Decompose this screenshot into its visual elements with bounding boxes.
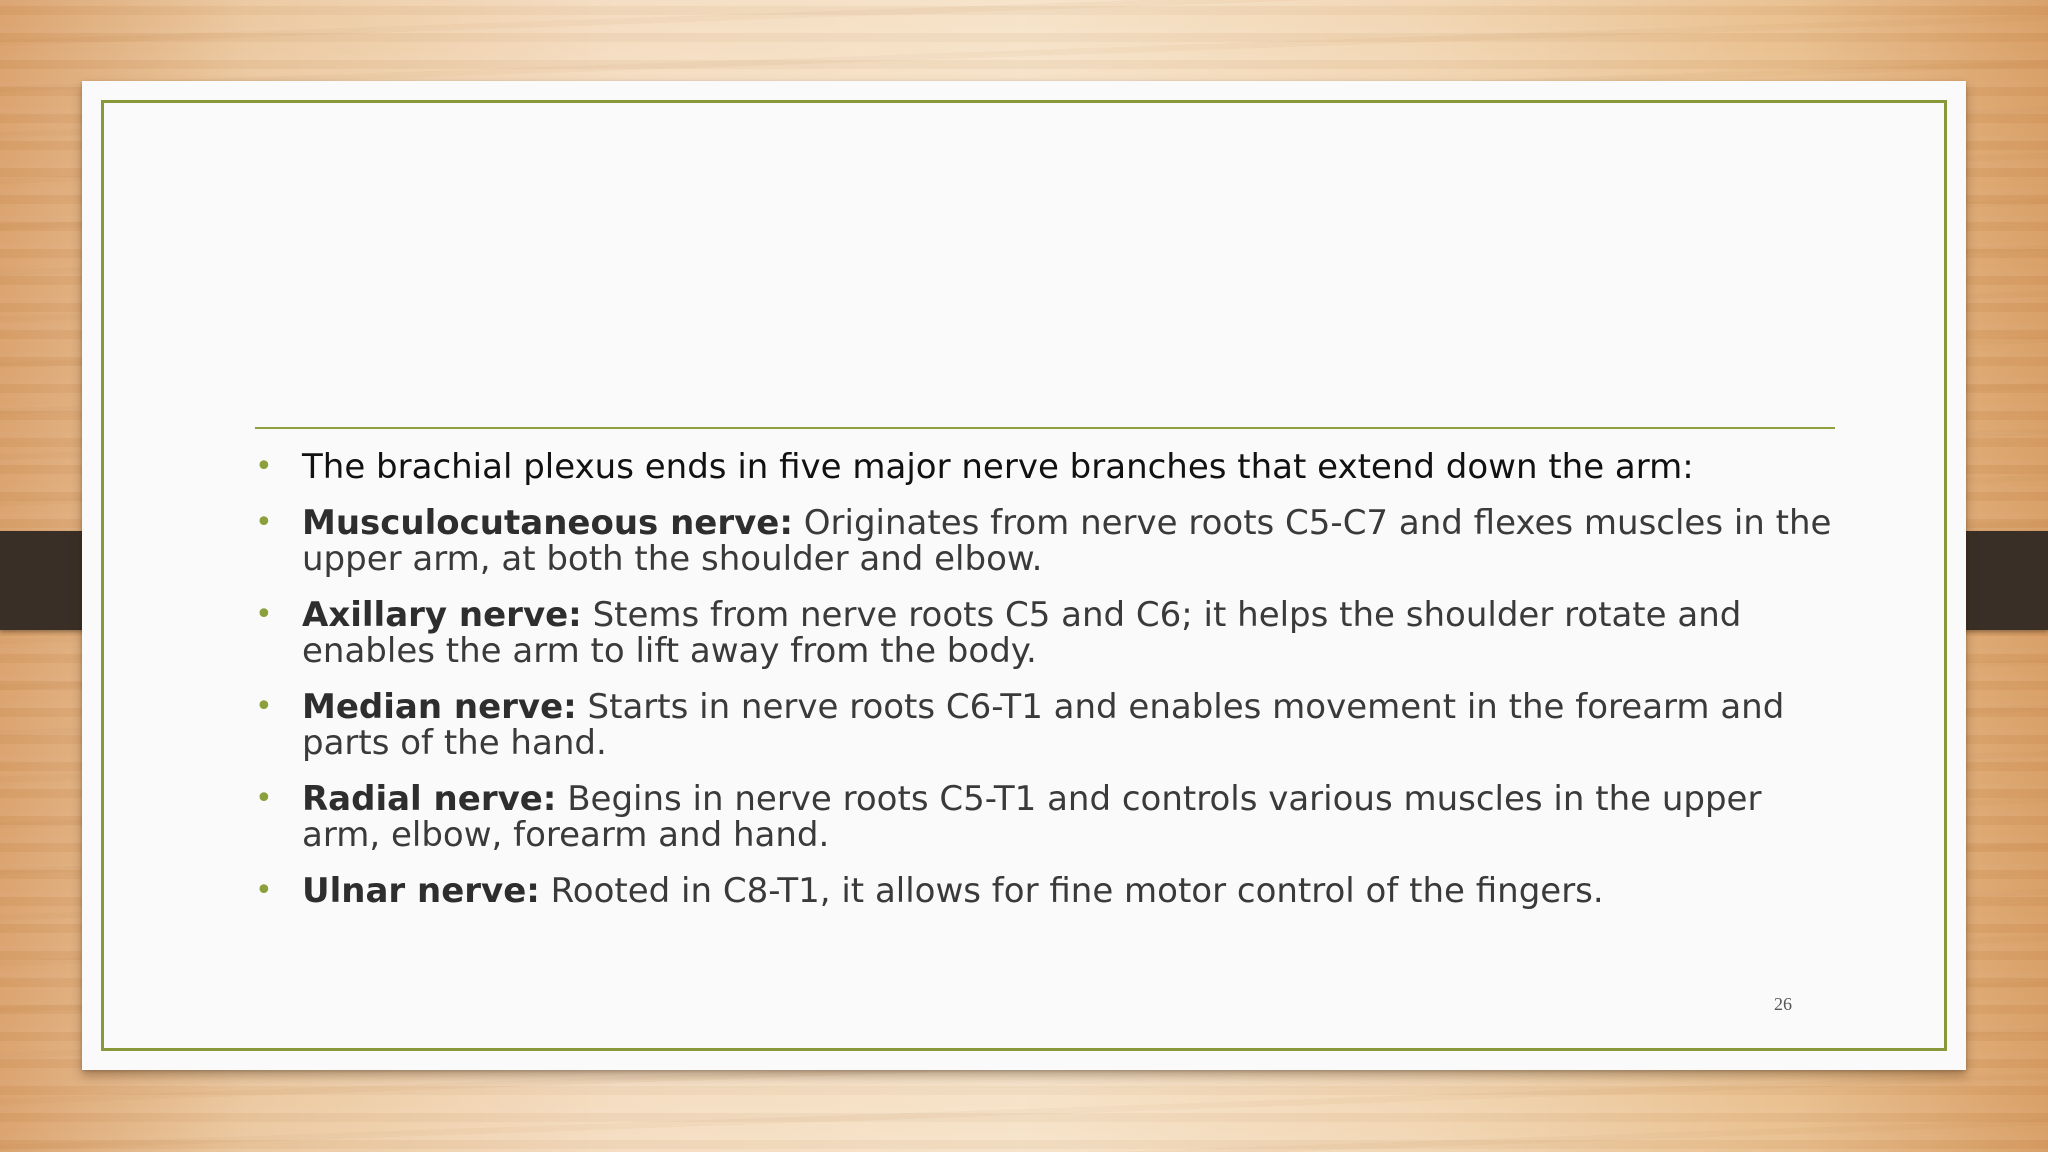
bullet-term: Axillary nerve: — [302, 595, 582, 635]
bullet-dot-icon: • — [255, 873, 273, 908]
bullet-text: Begins in nerve roots C5-T1 and controls various muscles in the upper arm, elbow, forearm and hand. — [302, 779, 1762, 855]
bullet-text: The brachial plexus ends in five major nerve branches that extend down the arm: — [302, 447, 1694, 487]
bullet-text: Stems from nerve roots C5 and C6; it helps the shoulder rotate and enables the arm to lift away from the body. — [302, 595, 1742, 671]
bullet-dot-icon: • — [255, 597, 273, 632]
bullet-item-median — [255, 689, 1835, 761]
bullet-term: Radial nerve: — [302, 779, 557, 819]
bullet-item-ulnar — [255, 873, 1835, 909]
bullet-term: Musculocutaneous nerve: — [302, 503, 793, 543]
bullet-text: Rooted in C8-T1, it allows for fine motor control of the fingers. — [539, 871, 1604, 911]
bullet-item-intro — [255, 449, 1835, 485]
bullet-term: Median nerve: — [302, 687, 577, 727]
bullet-dot-icon: • — [255, 449, 273, 484]
bullet-term: Ulnar nerve: — [302, 871, 540, 911]
bullet-text: Originates from nerve roots C5-C7 and flexes muscles in the upper arm, at both the shoulder and elbow. — [302, 503, 1832, 579]
slide-frame-border — [101, 100, 1947, 1051]
bullet-dot-icon: • — [255, 781, 273, 816]
bullet-list — [255, 449, 1835, 929]
bullet-item-musculocutaneous — [255, 505, 1835, 577]
bullet-dot-icon: • — [255, 505, 273, 540]
bullet-text: Starts in nerve roots C6-T1 and enables movement in the forearm and parts of the hand. — [302, 687, 1785, 763]
bullet-item-radial — [255, 781, 1835, 853]
bullet-dot-icon: • — [255, 689, 273, 724]
page-number: 26 — [1774, 994, 1792, 1014]
bullet-item-axillary — [255, 597, 1835, 669]
slide-paper — [82, 81, 1966, 1070]
title-divider — [255, 427, 1835, 429]
